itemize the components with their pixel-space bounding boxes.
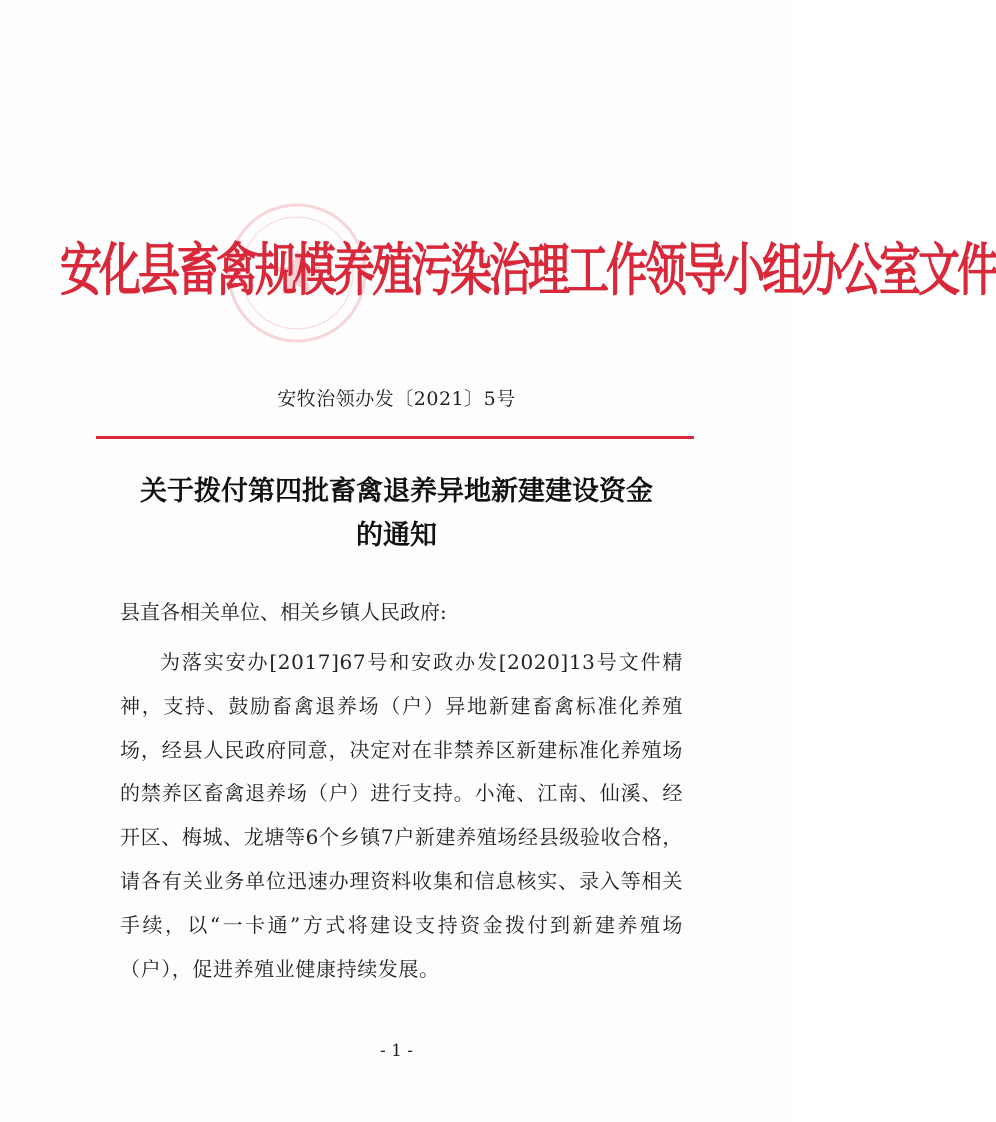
body-paragraph: 为落实安办[2017]67号和安政办发[2020]13号文件精神，支持、鼓励畜禽退养场（户）异地新建畜禽标准化养殖场，经县人民政府同意，决定对在非禁养区新建标准化养殖场的禁养区畜禽退养场（户）进行支持。小淹、江南、仙溪、经开区、梅城、龙塘等6个乡镇7户新建养殖场经县级验收合格，请各有关业务单位迅速办理资料收集和信息核实、录入等相关手续，以“一卡通”方式将建设支持资金拨付到新建养殖场（户），促进养殖业健康持续发展。 (120, 650, 683, 981)
notice-title-line-2: 的通知 (356, 520, 437, 551)
red-divider-line (96, 436, 694, 439)
salutation: 县直各相关单位、相关乡镇人民政府: (120, 600, 447, 624)
notice-title (80, 470, 713, 558)
page-number: - 1 - (379, 1041, 414, 1061)
document-number: 安牧治领办发〔2021〕5号 (277, 388, 516, 410)
issuing-office-title: 安化县畜禽规模养殖污染治理工作领导小组办公室文件 (60, 236, 996, 303)
notice-title-line-1: 关于拨付第四批畜禽退养异地新建建设资金 (140, 476, 653, 507)
